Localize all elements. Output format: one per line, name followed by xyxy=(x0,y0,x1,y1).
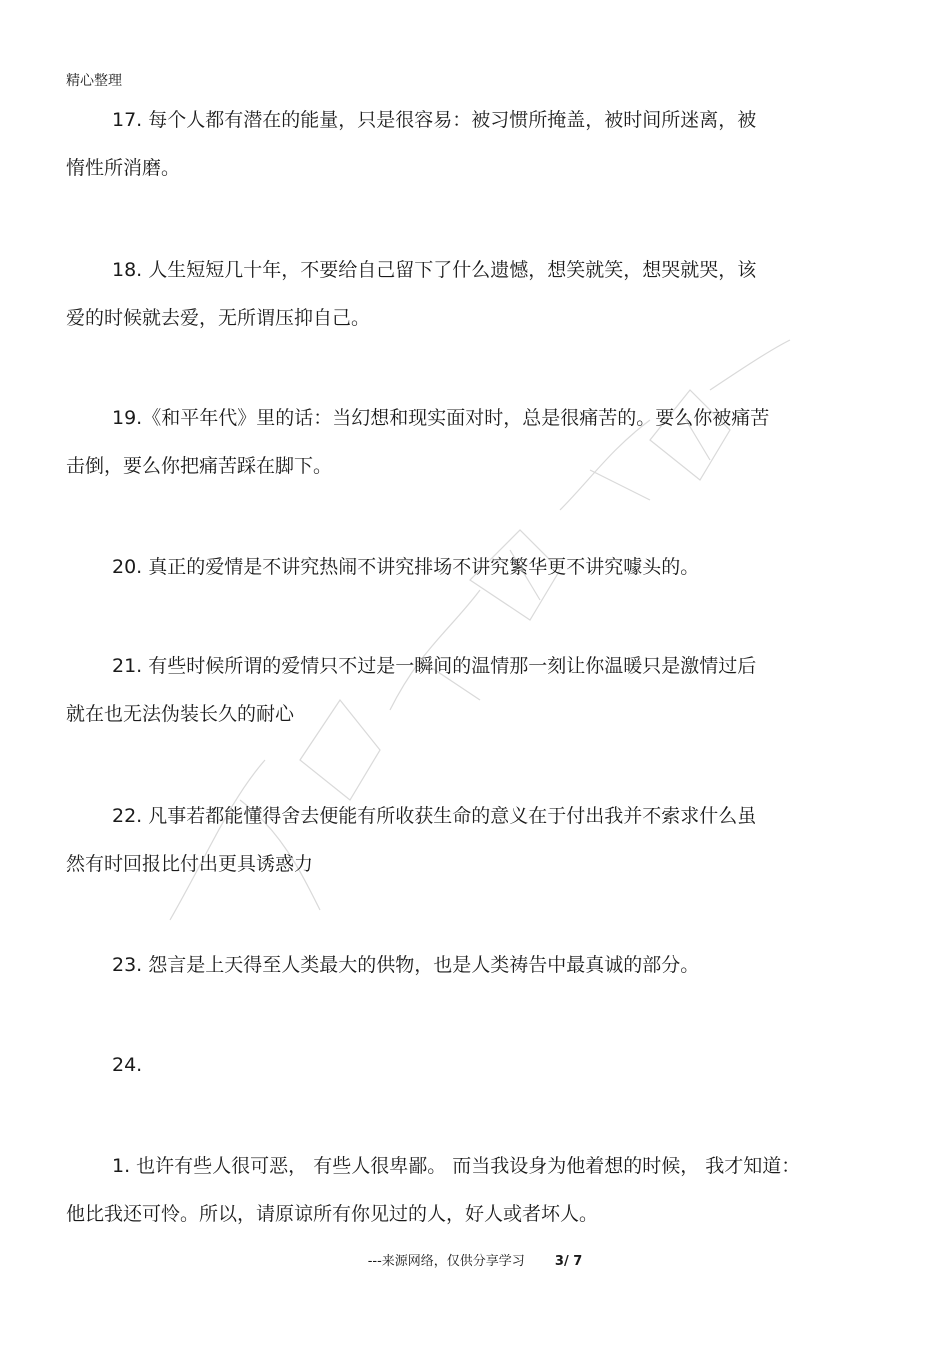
quote-line: 20. 真正的爱情是不讲究热闹不讲究排场不讲究繁华更不讲究噱头的。 xyxy=(112,556,700,578)
quote-line: 击倒，要么你把痛苦踩在脚下。 xyxy=(66,455,333,477)
quote-1 xyxy=(66,1142,846,1238)
page-number: 3/ 7 xyxy=(554,1254,583,1269)
quote-line: 1. 也许有些人很可恶， 有些人很卑鄙。 而当我设身为他着想的时候， 我才知道： xyxy=(112,1155,801,1177)
quote-line: 爱的时候就去爱，无所谓压抑自己。 xyxy=(66,307,371,329)
quote-line: 23. 怨言是上天得至人类最大的供物，也是人类祷告中最真诚的部分。 xyxy=(112,954,700,976)
quote-17 xyxy=(66,96,846,192)
quote-line: 24. xyxy=(112,1054,143,1076)
quote-line: 惰性所消磨。 xyxy=(66,157,181,179)
quote-23 xyxy=(66,941,846,989)
quote-22 xyxy=(66,792,846,888)
quote-line: 就在也无法伪装长久的耐心 xyxy=(66,703,295,725)
page-header: 精心整理 xyxy=(66,73,122,89)
quote-20 xyxy=(66,543,846,591)
quote-24 xyxy=(66,1041,846,1089)
quote-21 xyxy=(66,642,846,738)
page-footer xyxy=(0,1250,950,1269)
quote-line: 然有时回报比付出更具诱惑力 xyxy=(66,853,314,875)
quote-line: 18. 人生短短几十年，不要给自己留下了什么遗憾，想笑就笑，想哭就哭，该 xyxy=(112,259,757,281)
quote-line: 22. 凡事若都能懂得舍去便能有所收获生命的意义在于付出我并不索求什么虽 xyxy=(112,805,757,827)
quote-line: 21. 有些时候所谓的爱情只不过是一瞬间的温情那一刻让你温暖只是激情过后 xyxy=(112,655,757,677)
source-note: ---来源网络，仅供分享学习 xyxy=(367,1254,525,1269)
quote-19 xyxy=(66,394,846,490)
quote-line: 他比我还可怜。所以，请原谅所有你见过的人，好人或者坏人。 xyxy=(66,1203,599,1225)
quote-line: 19.《和平年代》里的话：当幻想和现实面对时，总是很痛苦的。要么你被痛苦 xyxy=(112,407,770,429)
quote-line: 17. 每个人都有潜在的能量，只是很容易：被习惯所掩盖，被时间所迷离，被 xyxy=(112,109,757,131)
quote-18 xyxy=(66,246,846,342)
